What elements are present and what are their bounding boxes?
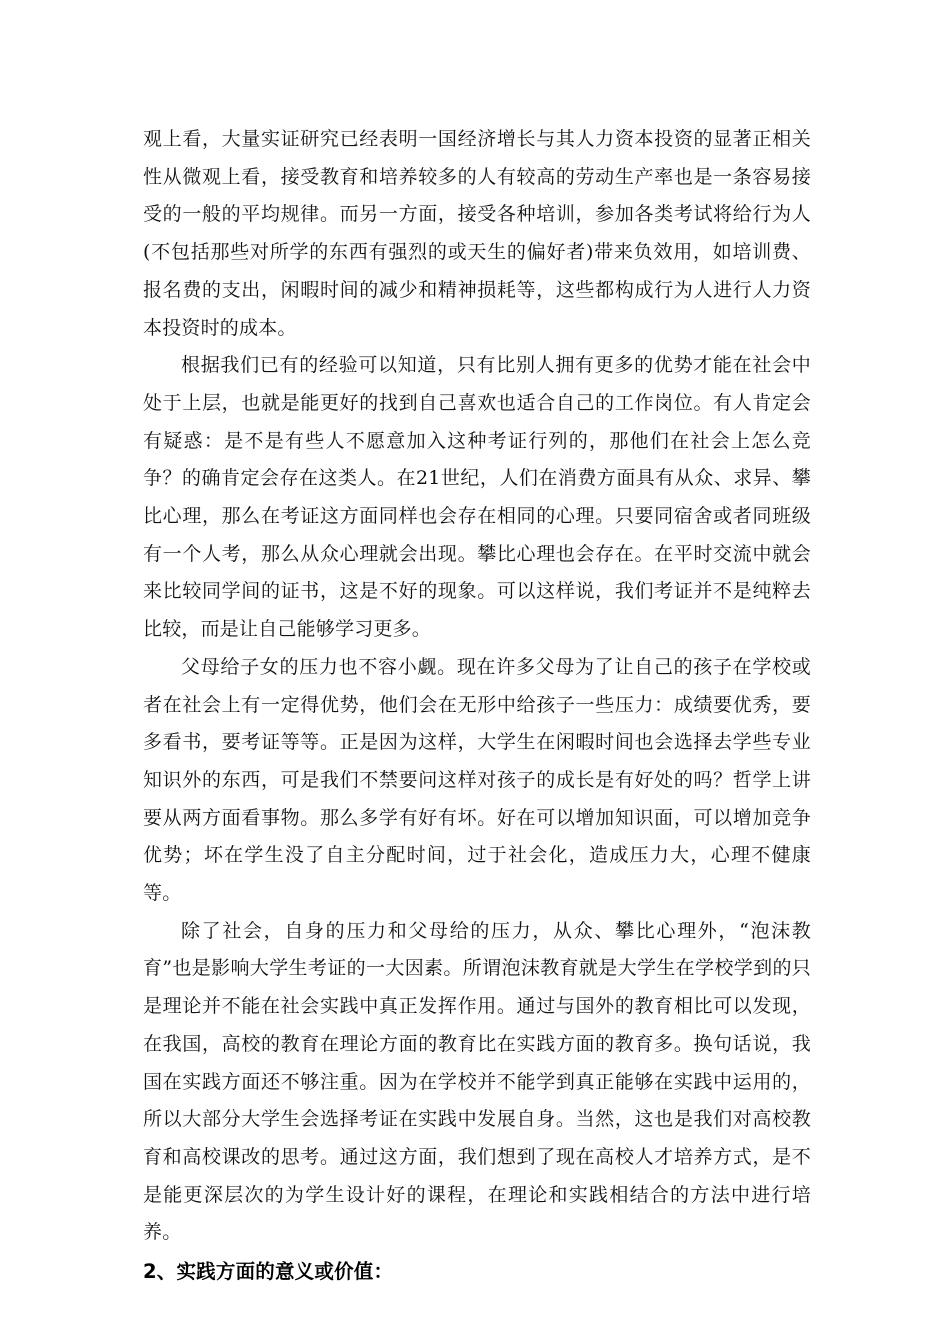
paragraph-continuation: 观上看，大量实证研究已经表明一国经济增长与其人力资本投资的显著正相关性从微观上看，接受教育和培养较多的人有较高的劳动生产率也是一条容易接受的一般的平均规律。而另一方面，接受各种培训，参加各类考试将给行为人(不包括那些对所学的东西有强烈的或天生的偏好者)带来负效用，如培训费、报名费的支出，闲暇时间的减少和精神损耗等，这些都构成行为人进行人力资本投资时的成本。 [143, 128, 811, 339]
paragraph-experience: 根据我们已有的经验可以知道，只有比别人拥有更多的优势才能在社会中处于上层，也就是能更好的找到自己喜欢也适合自己的工作岗位。有人肯定会有疑惑：是不是有些人不愿意加入这种考证行列的，那他们在社会上怎么竞争？的确肯定会存在这类人。在21世纪，人们在消费方面具有从众、求异、攀比心理，那么在考证这方面同样也会存在相同的心理。只要同宿舍或者同班级有一个人考，那么从众心理就会出现。攀比心理也会存在。在平时交流中就会来比较同学间的证书，这是不好的现象。可以这样说，我们考证并不是纯粹去比较，而是让自己能够学习更多。 [143, 354, 811, 641]
paragraph-bubble-education: 除了社会，自身的压力和父母给的压力，从众、攀比心理外，“泡沫教育”也是影响大学生考证的一大因素。所谓泡沫教育就是大学生在学校学到的只是理论并不能在社会实践中真正发挥作用。通过与国外的教育相比可以发现，在我国，高校的教育在理论方面的教育比在实践方面的教育多。换句话说，我国在实践方面还不够注重。因为在学校并不能学到真正能够在实践中运用的，所以大部分大学生会选择考证在实践中发展自身。当然，这也是我们对高校教育和高校课改的思考。通过这方面，我们想到了现在高校人才培养方式，是不是能更深层次的为学生设计好的课程，在理论和实践相结合的方法中进行培养。 [143, 919, 811, 1244]
paragraph-parents-pressure: 父母给子女的压力也不容小觑。现在许多父母为了让自己的孩子在学校或者在社会上有一定得优势，他们会在无形中给孩子一些压力：成绩要优秀，要多看书，要考证等等。正是因为这样，大学生在闲暇时间也会选择去学些专业知识外的东西，可是我们不禁要问这样对孩子的成长是有好处的吗？哲学上讲要从两方面看事物。那么多学有好有坏。好在可以增加知识面，可以增加竞争优势；坏在学生没了自主分配时间，过于社会化，造成压力大，心理不健康等。 [143, 655, 811, 905]
section-heading: 2、实践方面的意义或价值： [143, 1260, 394, 1284]
document-body [143, 121, 811, 1292]
